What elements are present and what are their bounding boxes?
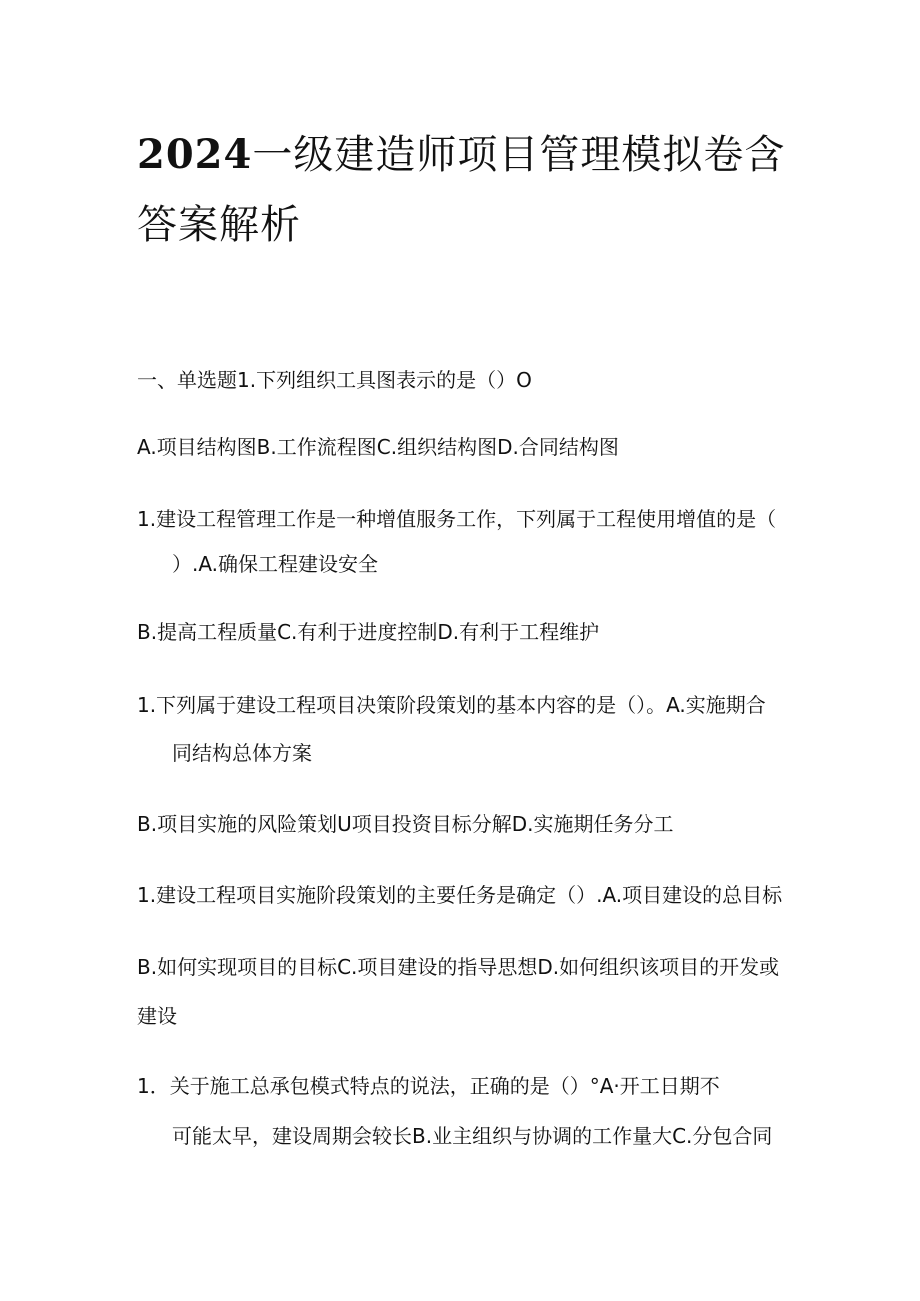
title-line2-text: 答案解析	[137, 202, 301, 248]
question-line-1: 一、单选题1.下列组织工具图表示的是（）O	[137, 368, 532, 392]
question-line-5-cont: 可能太早，建设周期会较长B.业主组织与协调的工作量大C.分包合同	[172, 1124, 773, 1148]
title-year: 2024	[137, 131, 253, 178]
question-line-2: 1.建设工程管理工作是一种增值服务工作，下列属于工程使用增值的是（	[137, 507, 777, 531]
question-line-5: 1．关于施工总承包模式特点的说法，正确的是（）°A·开工日期不	[137, 1074, 720, 1098]
question-line-2-cont: ）.A.确保工程建设安全	[172, 552, 379, 576]
title-line1-text: 一级建造师项目管理模拟卷含	[252, 132, 786, 178]
question-line-3-cont: 同结构总体方案	[172, 741, 312, 765]
question-line-4: 1.建设工程项目实施阶段策划的主要任务是确定（）.A.项目建设的总目标	[137, 883, 783, 907]
options-line-1: A.项目结构图B.工作流程图C.组织结构图D.合同结构图	[137, 435, 619, 459]
question-line-3: 1.下列属于建设工程项目决策阶段策划的基本内容的是（）。A.实施期合	[137, 693, 766, 717]
options-line-2: B.提高工程质量C.有利于进度控制D.有利于工程维护	[137, 620, 600, 644]
options-line-4-cont: 建设	[137, 1004, 177, 1028]
options-line-3: B.项目实施的风险策划U项目投资目标分解D.实施期任务分工	[137, 812, 674, 836]
document-title	[137, 120, 797, 260]
options-line-4: B.如何实现项目的目标C.项目建设的指导思想D.如何组织该项目的开发或	[137, 955, 780, 979]
